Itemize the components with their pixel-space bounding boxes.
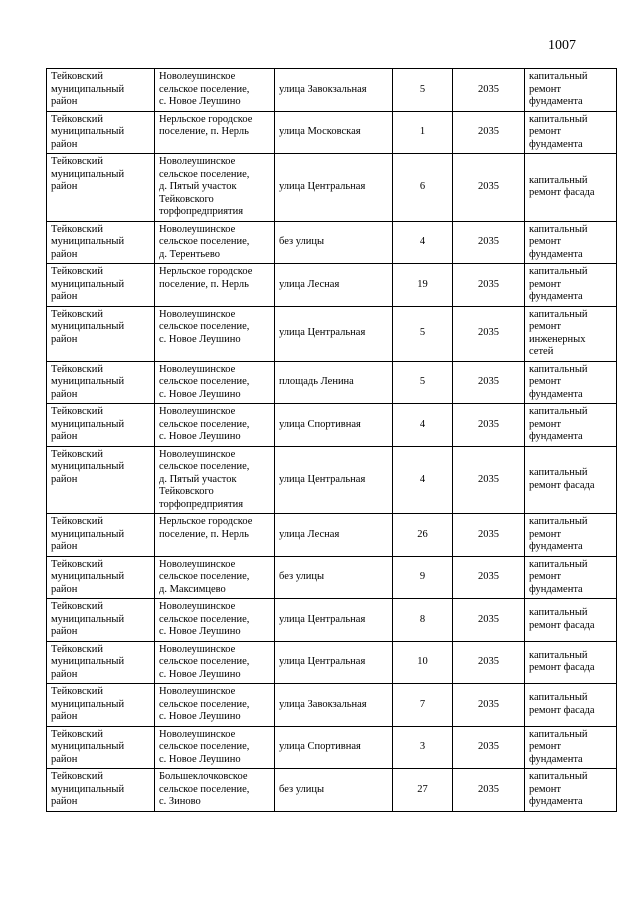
district-cell: Тейковский муниципальный район	[47, 361, 155, 404]
work-type-cell: капитальный ремонт фундамента	[525, 556, 617, 599]
year-cell: 2035	[453, 69, 525, 112]
work-type-cell: капитальный ремонт фундамента	[525, 361, 617, 404]
year-cell: 2035	[453, 726, 525, 769]
house-number-cell: 5	[393, 69, 453, 112]
house-number-cell: 5	[393, 361, 453, 404]
settlement-cell: Большеклочковское сельское поселение, с. Зиново	[155, 769, 275, 812]
street-cell: улица Центральная	[275, 154, 393, 222]
district-cell: Тейковский муниципальный район	[47, 264, 155, 307]
table-row	[47, 154, 617, 222]
settlement-cell: Новолеушинское сельское поселение, д. Терентьево	[155, 221, 275, 264]
house-number-cell: 27	[393, 769, 453, 812]
street-cell: улица Лесная	[275, 514, 393, 557]
street-cell: улица Центральная	[275, 306, 393, 361]
work-type-cell: капитальный ремонт фундамента	[525, 726, 617, 769]
table-row	[47, 514, 617, 557]
work-type-cell: капитальный ремонт фундамента	[525, 221, 617, 264]
house-number-cell: 26	[393, 514, 453, 557]
settlement-cell: Нерльское городское поселение, п. Нерль	[155, 514, 275, 557]
district-cell: Тейковский муниципальный район	[47, 154, 155, 222]
table-row	[47, 556, 617, 599]
work-type-cell: капитальный ремонт фасада	[525, 684, 617, 727]
house-number-cell: 4	[393, 221, 453, 264]
settlement-cell: Новолеушинское сельское поселение, д. Максимцево	[155, 556, 275, 599]
year-cell: 2035	[453, 404, 525, 447]
settlement-cell: Новолеушинское сельское поселение, с. Новое Леушино	[155, 684, 275, 727]
street-cell: улица Спортивная	[275, 404, 393, 447]
district-cell: Тейковский муниципальный район	[47, 641, 155, 684]
year-cell: 2035	[453, 111, 525, 154]
house-number-cell: 19	[393, 264, 453, 307]
table-row	[47, 684, 617, 727]
table-row	[47, 446, 617, 514]
district-cell: Тейковский муниципальный район	[47, 111, 155, 154]
work-type-cell: капитальный ремонт фундамента	[525, 514, 617, 557]
work-type-cell: капитальный ремонт инженерных сетей	[525, 306, 617, 361]
district-cell: Тейковский муниципальный район	[47, 556, 155, 599]
year-cell: 2035	[453, 641, 525, 684]
work-type-cell: капитальный ремонт фундамента	[525, 111, 617, 154]
house-number-cell: 4	[393, 404, 453, 447]
house-number-cell: 5	[393, 306, 453, 361]
house-number-cell: 8	[393, 599, 453, 642]
table-body	[47, 69, 617, 812]
house-number-cell: 10	[393, 641, 453, 684]
year-cell: 2035	[453, 556, 525, 599]
work-type-cell: капитальный ремонт фундамента	[525, 769, 617, 812]
work-type-cell: капитальный ремонт фасада	[525, 641, 617, 684]
table-row	[47, 769, 617, 812]
work-type-cell: капитальный ремонт фасада	[525, 599, 617, 642]
street-cell: улица Завокзальная	[275, 69, 393, 112]
settlement-cell: Новолеушинское сельское поселение, с. Новое Леушино	[155, 404, 275, 447]
street-cell: улица Центральная	[275, 599, 393, 642]
year-cell: 2035	[453, 446, 525, 514]
settlement-cell: Новолеушинское сельское поселение, с. Новое Леушино	[155, 599, 275, 642]
district-cell: Тейковский муниципальный район	[47, 69, 155, 112]
table-row	[47, 221, 617, 264]
settlement-cell: Нерльское городское поселение, п. Нерль	[155, 264, 275, 307]
street-cell: улица Завокзальная	[275, 684, 393, 727]
house-number-cell: 4	[393, 446, 453, 514]
district-cell: Тейковский муниципальный район	[47, 404, 155, 447]
street-cell: без улицы	[275, 556, 393, 599]
settlement-cell: Новолеушинское сельское поселение, с. Новое Леушино	[155, 361, 275, 404]
table-row	[47, 599, 617, 642]
settlement-cell: Новолеушинское сельское поселение, с. Новое Леушино	[155, 726, 275, 769]
year-cell: 2035	[453, 514, 525, 557]
settlement-cell: Новолеушинское сельское поселение, д. Пятый участок Тейковского торфопредприятия	[155, 154, 275, 222]
house-number-cell: 6	[393, 154, 453, 222]
district-cell: Тейковский муниципальный район	[47, 684, 155, 727]
district-cell: Тейковский муниципальный район	[47, 221, 155, 264]
district-cell: Тейковский муниципальный район	[47, 446, 155, 514]
settlement-cell: Новолеушинское сельское поселение, с. Новое Леушино	[155, 641, 275, 684]
year-cell: 2035	[453, 306, 525, 361]
street-cell: улица Центральная	[275, 641, 393, 684]
housing-repair-table	[46, 68, 617, 812]
street-cell: площадь Ленина	[275, 361, 393, 404]
year-cell: 2035	[453, 599, 525, 642]
work-type-cell: капитальный ремонт фундамента	[525, 404, 617, 447]
table-row	[47, 641, 617, 684]
work-type-cell: капитальный ремонт фундамента	[525, 264, 617, 307]
table-row	[47, 69, 617, 112]
street-cell: улица Лесная	[275, 264, 393, 307]
year-cell: 2035	[453, 264, 525, 307]
house-number-cell: 1	[393, 111, 453, 154]
street-cell: улица Спортивная	[275, 726, 393, 769]
street-cell: без улицы	[275, 769, 393, 812]
district-cell: Тейковский муниципальный район	[47, 769, 155, 812]
district-cell: Тейковский муниципальный район	[47, 726, 155, 769]
year-cell: 2035	[453, 221, 525, 264]
house-number-cell: 7	[393, 684, 453, 727]
table-row	[47, 361, 617, 404]
year-cell: 2035	[453, 769, 525, 812]
street-cell: улица Московская	[275, 111, 393, 154]
district-cell: Тейковский муниципальный район	[47, 306, 155, 361]
district-cell: Тейковский муниципальный район	[47, 599, 155, 642]
year-cell: 2035	[453, 361, 525, 404]
table-row	[47, 264, 617, 307]
table-row	[47, 404, 617, 447]
table-row	[47, 726, 617, 769]
street-cell: улица Центральная	[275, 446, 393, 514]
street-cell: без улицы	[275, 221, 393, 264]
house-number-cell: 3	[393, 726, 453, 769]
year-cell: 2035	[453, 684, 525, 727]
district-cell: Тейковский муниципальный район	[47, 514, 155, 557]
table-row	[47, 111, 617, 154]
work-type-cell: капитальный ремонт фасада	[525, 154, 617, 222]
settlement-cell: Нерльское городское поселение, п. Нерль	[155, 111, 275, 154]
work-type-cell: капитальный ремонт фасада	[525, 446, 617, 514]
settlement-cell: Новолеушинское сельское поселение, д. Пятый участок Тейковского торфопредприятия	[155, 446, 275, 514]
year-cell: 2035	[453, 154, 525, 222]
page-number: 1007	[548, 38, 576, 53]
house-number-cell: 9	[393, 556, 453, 599]
settlement-cell: Новолеушинское сельское поселение, с. Новое Леушино	[155, 306, 275, 361]
settlement-cell: Новолеушинское сельское поселение, с. Новое Леушино	[155, 69, 275, 112]
work-type-cell: капитальный ремонт фундамента	[525, 69, 617, 112]
table-row	[47, 306, 617, 361]
